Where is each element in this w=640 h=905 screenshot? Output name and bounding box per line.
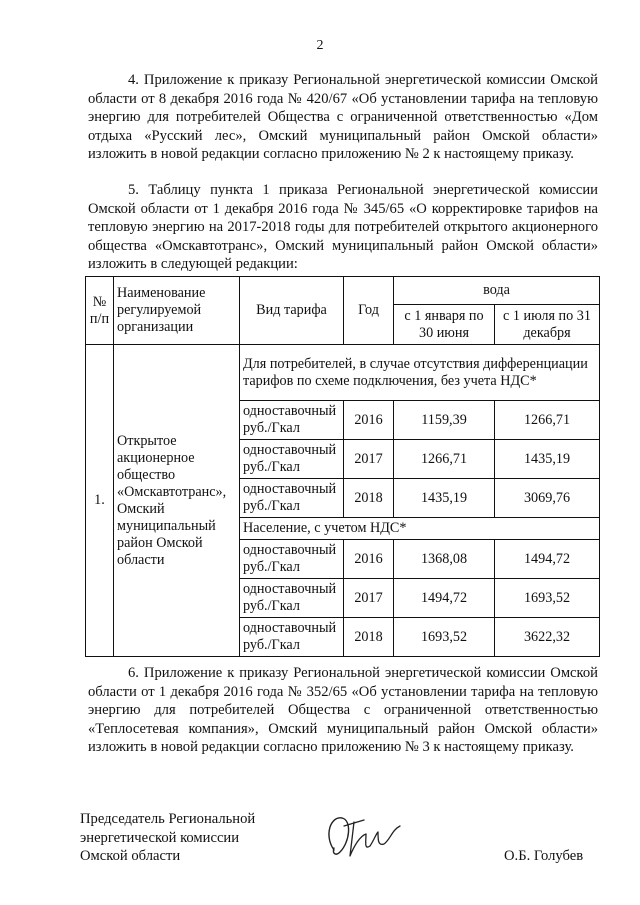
- header-org: Наименование регулируемой организации: [114, 277, 240, 345]
- tariff-kind: одноставочный руб./Гкал: [240, 479, 344, 518]
- tariff-kind: одноставочный руб./Гкал: [240, 540, 344, 579]
- position-line: Председатель Региональной: [80, 811, 256, 827]
- tariff-value-h1: 1435,19: [394, 479, 495, 518]
- tariff-year: 2018: [344, 479, 394, 518]
- tariff-value-h2: 1435,19: [495, 440, 600, 479]
- tariff-table: [85, 276, 600, 657]
- paragraph-4: 4. Приложение к приказу Региональной энергетической комиссии Омской области от 8 декабря 2016 года № 420/67 «Об установлении тарифа на тепловую энергию для потребителей Общества с ограниченной ответственностью «Дом отдыха «Русский лес», Омский муниципальный район Омской области» изложить в новой редакции согласно приложению № 2 к настоящему приказу.: [88, 72, 598, 162]
- tariff-kind: одноставочный руб./Гкал: [240, 579, 344, 618]
- organization-name: Открытое акционерное общество «Омскавтотранс», Омский муниципальный район Омской области: [114, 345, 240, 657]
- tariff-value-h1: 1693,52: [394, 618, 495, 657]
- paragraph-5: 5. Таблицу пункта 1 приказа Региональной энергетической комиссии Омской области от 1 декабря 2016 года № 345/65 «О корректировке тарифов на тепловую энергию на 2017-2018 годы для потребителей открытого акционерного общества «Омскавтотранс», Омский муниципальный район Омской области» изложить в следующей редакции:: [88, 182, 598, 272]
- position-line: энергетической комиссии: [80, 829, 240, 846]
- tariff-kind: одноставочный руб./Гкал: [240, 618, 344, 657]
- handwritten-signature: [320, 806, 410, 866]
- tariff-value-h2: 1693,52: [495, 579, 600, 618]
- tariff-year: 2017: [344, 440, 394, 479]
- tariff-value-h1: 1368,08: [394, 540, 495, 579]
- header-water: вода: [394, 277, 600, 305]
- tariff-value-h1: 1494,72: [394, 579, 495, 618]
- tariff-value-h2: 1266,71: [495, 401, 600, 440]
- row-number: 1.: [86, 345, 114, 657]
- tariff-value-h2: 3069,76: [495, 479, 600, 518]
- tariff-value-h1: 1266,71: [394, 440, 495, 479]
- signatory-position: [80, 810, 255, 866]
- tariff-value-h2: 1494,72: [495, 540, 600, 579]
- header-num: № п/п: [86, 277, 114, 345]
- tariff-kind: одноставочный руб./Гкал: [240, 401, 344, 440]
- tariff-year: 2016: [344, 401, 394, 440]
- signatory-name: О.Б. Голубев: [504, 848, 584, 864]
- paragraph-6: 6. Приложение к приказу Региональной энергетической комиссии Омской области от 1 декабря 2016 года № 352/65 «Об установлении тарифа на тепловую энергию для потребителей Общества с ограниченной ответственностью «Теплосетевая компания», Омский муниципальный район Омской области» изложить в новой редакции согласно приложению № 3 к настоящему приказу.: [88, 665, 598, 755]
- group-1-label: Для потребителей, в случае отсутствия дифференциации тарифов по схеме подключения, без учета НДС*: [240, 345, 600, 401]
- tariff-value-h1: 1159,39: [394, 401, 495, 440]
- tariff-value-h2: 3622,32: [495, 618, 600, 657]
- page-number: 2: [316, 38, 324, 53]
- tariff-kind: одноставочный руб./Гкал: [240, 440, 344, 479]
- group-2-label: Население, с учетом НДС*: [240, 518, 600, 540]
- tariff-year: 2017: [344, 579, 394, 618]
- tariff-year: 2018: [344, 618, 394, 657]
- header-year: Год: [344, 277, 394, 345]
- header-period-2: с 1 июля по 31 декабря: [495, 305, 600, 345]
- position-line: Омской области: [80, 848, 181, 864]
- header-period-1: с 1 января по 30 июня: [394, 305, 495, 345]
- tariff-year: 2016: [344, 540, 394, 579]
- header-kind: Вид тарифа: [240, 277, 344, 345]
